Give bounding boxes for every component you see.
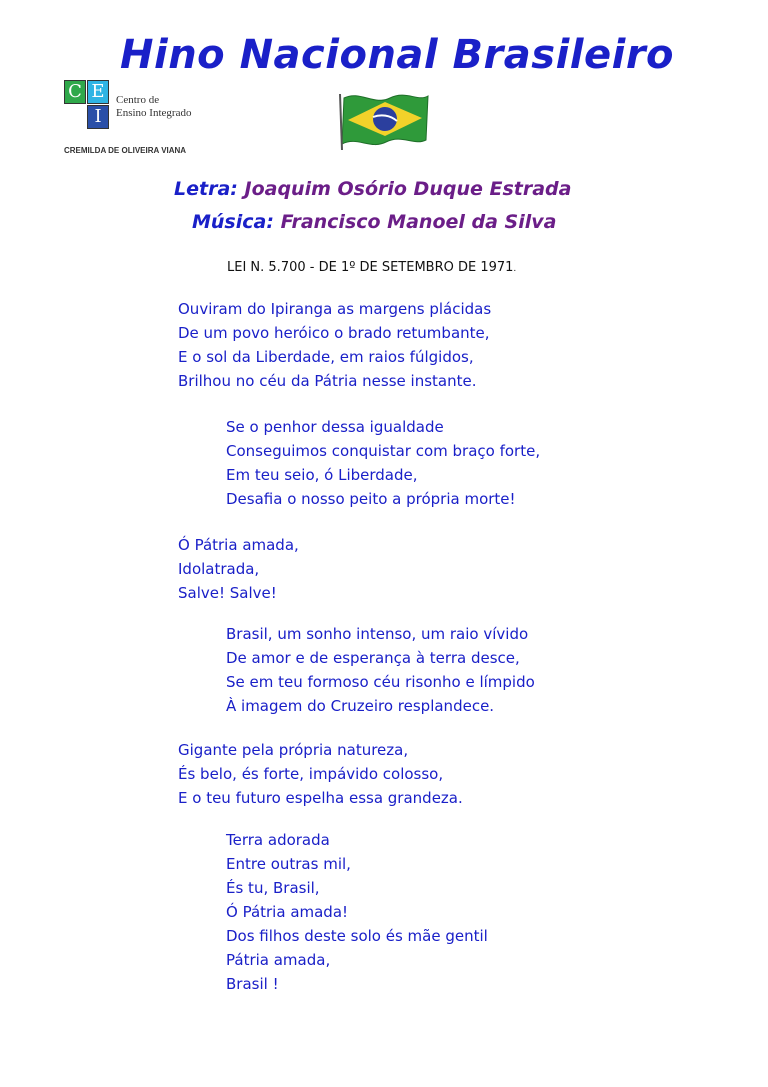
logo-school-name: CREMILDA DE OLIVEIRA VIANA <box>64 146 187 155</box>
stanza-1 <box>178 297 491 393</box>
lyric-line: Brilhou no céu da Pátria nesse instante. <box>178 372 477 390</box>
lyric-line: Dos filhos deste solo és mãe gentil <box>226 927 488 945</box>
lyric-line: Brasil ! <box>226 975 279 993</box>
lyric-line: És tu, Brasil, <box>226 879 320 897</box>
music-label: Música: <box>192 211 274 233</box>
lyric-line: E o teu futuro espelha essa grandeza. <box>178 789 463 807</box>
logo-letter-e: E <box>87 80 109 104</box>
logo-name-line1: Centro de <box>116 94 160 106</box>
school-logo <box>64 80 224 166</box>
brazil-flag-icon <box>338 88 432 154</box>
lyric-line: Terra adorada <box>226 831 330 849</box>
lyric-line: Em teu seio, ó Liberdade, <box>226 466 418 484</box>
lyric-line: És belo, és forte, impávido colosso, <box>178 765 444 783</box>
lyric-line: Conseguimos conquistar com braço forte, <box>226 442 541 460</box>
logo-letter-i: I <box>87 105 109 129</box>
logo-letter-c: C <box>64 80 86 104</box>
stanza-6 <box>226 828 488 996</box>
law-reference <box>227 260 516 275</box>
stanza-5 <box>178 738 463 810</box>
lyric-line: Idolatrada, <box>178 560 260 578</box>
lyric-line: Ouviram do Ipiranga as margens plácidas <box>178 300 492 318</box>
law-text: LEI N. 5.700 - DE 1º DE SETEMBRO DE 1971 <box>227 260 514 275</box>
lyric-line: Brasil, um sonho intenso, um raio vívido <box>226 625 529 643</box>
lyric-line: Gigante pela própria natureza, <box>178 741 409 759</box>
lyric-line: De amor e de esperança à terra desce, <box>226 649 520 667</box>
lyrics-label: Letra: <box>174 178 238 200</box>
music-credit <box>192 211 556 233</box>
lyric-line: Pátria amada, <box>226 951 331 969</box>
logo-name-line2: Ensino Integrado <box>116 107 192 119</box>
lyric-line: Se em teu formoso céu risonho e límpido <box>226 673 535 691</box>
lyric-line: Se o penhor dessa igualdade <box>226 418 444 436</box>
law-period: . <box>513 264 517 274</box>
lyric-line: Entre outras mil, <box>226 855 351 873</box>
stanza-3 <box>178 533 299 605</box>
stanza-4 <box>226 622 535 718</box>
music-author: Francisco Manoel da Silva <box>280 211 557 233</box>
lyric-line: E o sol da Liberdade, em raios fúlgidos, <box>178 348 474 366</box>
lyric-line: Desafia o nosso peito a própria morte! <box>226 490 516 508</box>
lyric-line: À imagem do Cruzeiro resplandece. <box>226 697 495 715</box>
logo-name <box>116 94 191 120</box>
page-title: Hino Nacional Brasileiro <box>120 32 675 78</box>
lyrics-credit <box>174 178 571 200</box>
lyric-line: Salve! Salve! <box>178 584 277 602</box>
lyric-line: De um povo heróico o brado retumbante, <box>178 324 490 342</box>
lyric-line: Ó Pátria amada, <box>178 536 299 554</box>
stanza-2 <box>226 415 540 511</box>
lyric-line: Ó Pátria amada! <box>226 903 349 921</box>
lyrics-author: Joaquim Osório Duque Estrada <box>244 178 572 200</box>
